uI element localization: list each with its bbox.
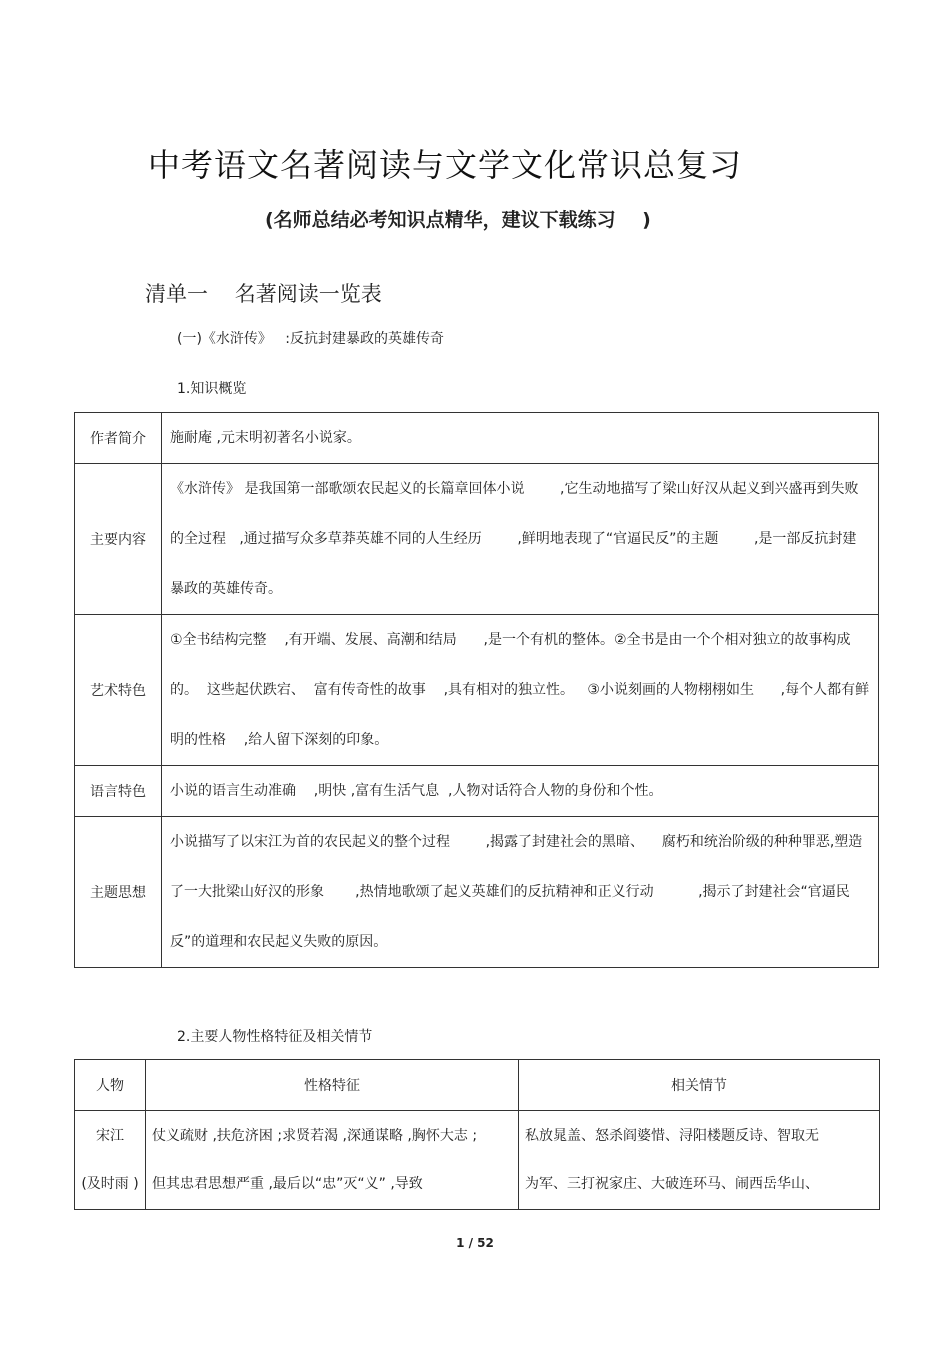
table-header-row — [75, 1060, 880, 1111]
row-text: 小说描写了以宋江为首的农民起义的整个过程 ,揭露了封建社会的黑暗、 腐朽和统治阶级的种种罪恶,塑造了一大批梁山好汉的形象 ,热情地歌颂了起义英雄们的反抗精神和正义行动 ,揭示了封建社会“官逼民反”的道理和农民起义失败的原因。 — [162, 817, 879, 968]
characters-heading: 2.主要人物性格特征及相关情节 — [177, 1029, 373, 1045]
column-header-traits: 性格特征 — [146, 1060, 519, 1111]
table-row — [75, 464, 879, 615]
plot-line: 私放晁盖、怒杀阎婆惜、浔阳楼题反诗、智取无 — [525, 1128, 819, 1144]
table-row — [75, 766, 879, 817]
row-text: 施耐庵 ,元末明初著名小说家。 — [162, 413, 879, 464]
knowledge-heading: 1.知识概览 — [177, 381, 247, 397]
page-indicator: 1 / 52 — [456, 1236, 494, 1250]
character-nickname: (及时雨 ) — [81, 1176, 139, 1192]
row-label: 艺术特色 — [75, 615, 162, 766]
characters-table — [74, 1059, 880, 1210]
character-name: 宋江 — [96, 1128, 124, 1144]
row-text: ①全书结构完整 ,有开端、发展、高潮和结局 ,是一个有机的整体。②全书是由一个个相对独立的故事构成的。 这些起伏跌宕、 富有传奇性的故事 ,具有相对的独立性。 ③小说刻画的人物栩栩如生 ,每个人都有鲜明的性格 ,给人留下深刻的印象。 — [162, 615, 879, 766]
table-row — [75, 615, 879, 766]
trait-line: 仗义疏财 ,扶危济困 ;求贤若渴 ,深通谋略 ,胸怀大志 ; — [152, 1128, 478, 1144]
subsection-heading: (一)《水浒传》 :反抗封建暴政的英雄传奇 — [177, 331, 444, 347]
plot-line: 为军、三打祝家庄、大破连环马、闹西岳华山、 — [525, 1176, 819, 1192]
character-name-cell — [75, 1111, 146, 1210]
trait-line: 但其忠君思想严重 ,最后以“忠”灭“义” ,导致 — [152, 1176, 423, 1192]
knowledge-table — [74, 412, 879, 968]
character-plots-cell — [519, 1111, 880, 1210]
row-label: 主要内容 — [75, 464, 162, 615]
document-title: 中考语文名著阅读与文学文化常识总复习 — [147, 146, 742, 184]
row-text: 《水浒传》 是我国第一部歌颂农民起义的长篇章回体小说 ,它生动地描写了梁山好汉从起义到兴盛再到失败的全过程 ,通过描写众多草莽英雄不同的人生经历 ,鲜明地表现了“官逼民反”的主题 ,是一部反抗封建暴政的英雄传奇。 — [162, 464, 879, 615]
row-label: 作者简介 — [75, 413, 162, 464]
table-row — [75, 1111, 880, 1210]
table-row — [75, 413, 879, 464]
row-label: 主题思想 — [75, 817, 162, 968]
column-header-plots: 相关情节 — [519, 1060, 880, 1111]
row-text: 小说的语言生动准确 ,明快 ,富有生活气息 ,人物对话符合人物的身份和个性。 — [162, 766, 879, 817]
row-label: 语言特色 — [75, 766, 162, 817]
table-row — [75, 817, 879, 968]
column-header-person: 人物 — [75, 1060, 146, 1111]
character-traits-cell — [146, 1111, 519, 1210]
section-heading: 清单一 名著阅读一览表 — [145, 282, 382, 306]
document-subtitle: (名师总结必考知识点精华，建议下载练习 ) — [265, 209, 651, 231]
